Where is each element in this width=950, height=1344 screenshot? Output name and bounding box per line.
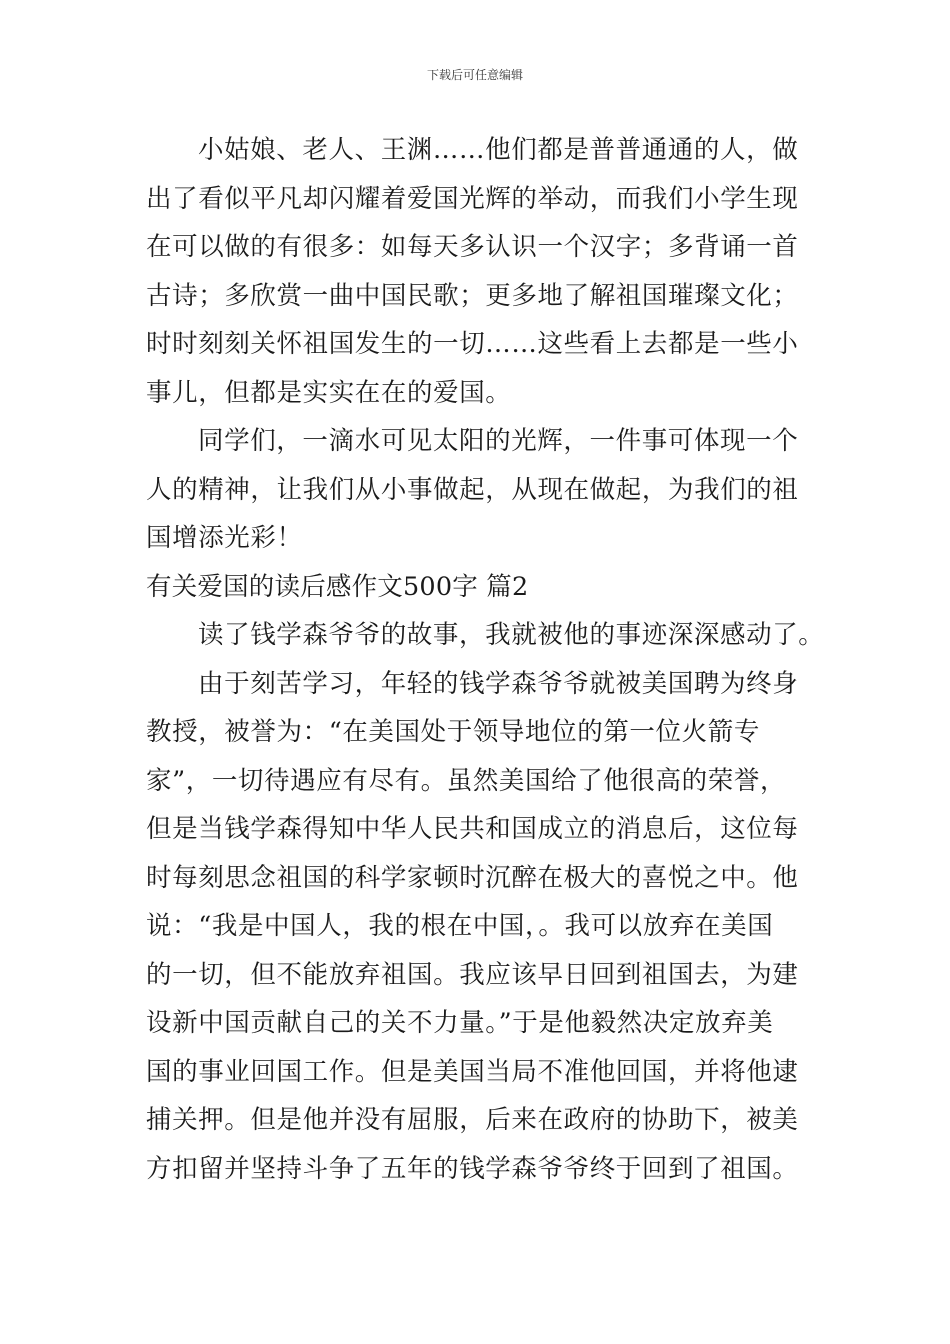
paragraph-1 [146,126,812,417]
text-line: 的一切，但不能放弃祖国。我应该早日回到祖国去，为建 [146,959,799,990]
paragraph-4 [146,660,812,1194]
text-line: 说：“我是中国人，我的根在中国，。我可以放弃在美国 [146,911,774,941]
text-line: 教授，被誉为：“在美国处于领导地位的第一位火箭专 [146,717,760,747]
text-line: 设新中国贡献自己的关不力量。”于是他毅然决定放弃美 [146,1008,774,1038]
page-header-note: 下载后可任意编辑 [426,68,523,82]
text-line: 古诗；多欣赏一曲中国民歌；更多地了解祖国璀璨文化； [146,280,799,311]
text-line: 时每刻思念祖国的科学家顿时沉醉在极大的喜悦之中。他 [146,862,799,893]
text-line: 出了看似平凡却闪耀着爱国光辉的举动，而我们小学生现 [146,183,799,214]
text-line: 在可以做的有很多：如每天多认识一个汉字；多背诵一首 [146,232,799,262]
text-line: 小姑娘、老人、王渊……他们都是普普通通的人，做 [198,135,799,165]
text-line: 人的精神，让我们从小事做起，从现在做起，为我们的祖 [146,474,799,505]
text-line: 读了钱学森爷爷的故事，我就被他的事迹深深感动了。 [198,620,825,650]
text-line: 捕关押。但是他并没有屈服，后来在政府的协助下，被美 [146,1105,799,1135]
text-line: 国增添光彩！ [146,523,303,553]
paragraph-3 [146,611,825,660]
text-line: 同学们，一滴水可见太阳的光辉，一件事可体现一个 [198,426,799,456]
text-line: 方扣留并坚持斗争了五年的钱学森爷爷终于回到了祖国。 [146,1153,799,1184]
text-line: 由于刻苦学习，年轻的钱学森爷爷就被美国聘为终身 [198,668,799,699]
text-line: 但是当钱学森得知中华人民共和国成立的消息后，这位每 [146,814,799,844]
document-body [146,126,825,1193]
text-line: 家”，一切待遇应有尽有。虽然美国给了他很高的荣誉， [146,765,787,796]
text-line: 国的事业回国工作。但是美国当局不准他回国，并将他逮 [146,1056,799,1087]
section-heading: 有关爱国的读后感作文500字 篇2 [146,571,529,602]
paragraph-2 [146,417,812,563]
text-line: 时时刻刻关怀祖国发生的一切……这些看上去都是一些小 [146,329,799,359]
text-line: 事儿，但都是实实在在的爱国。 [146,377,512,408]
